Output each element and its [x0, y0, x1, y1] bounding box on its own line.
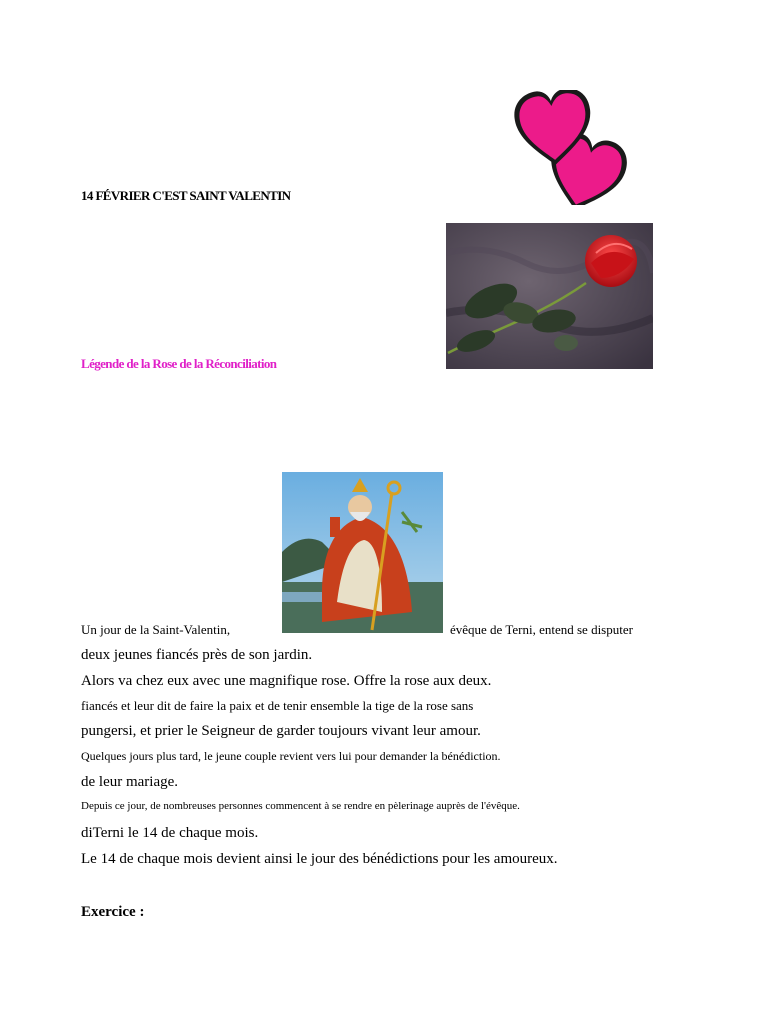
story-line-4: fiancés et leur dit de faire la paix et de tenir ensemble la tige de la rose sans [81, 698, 474, 713]
story-line-5: pungersi, et prier le Seigneur de garder toujours vivant leur amour. [81, 723, 481, 739]
story-line-7: de leur mariage. [81, 774, 179, 790]
story-line-1-start: Un jour de la Saint-Valentin, [81, 622, 231, 637]
page-title: 14 FÉVRIER C'EST SAINT VALENTIN [81, 188, 291, 203]
story-line-10: Le 14 de chaque mois devient ainsi le jour des bénédictions pour les amoureux. [81, 851, 558, 867]
rose-image [446, 223, 653, 369]
story-line-2: deux jeunes fiancés près de son jardin. [81, 647, 313, 663]
saint-valentin-image [282, 472, 443, 633]
story-line-1-end: évêque de Terni, entend se disputer [450, 622, 633, 637]
story-line-9: diTerni le 14 de chaque mois. [81, 825, 259, 841]
section-subtitle: Légende de la Rose de la Réconciliation [81, 356, 277, 371]
hearts-icon [500, 90, 640, 205]
story-line-6: Quelques jours plus tard, le jeune couple revient vers lui pour demander la bénédiction. [81, 749, 501, 763]
story-line-3: Alors va chez eux avec une magnifique rose. Offre la rose aux deux. [81, 673, 492, 689]
exercise-heading: Exercice : [81, 904, 145, 920]
story-line-8: Depuis ce jour, de nombreuses personnes commencent à se rendre en pèlerinage auprès de l'évêque. [81, 800, 520, 812]
